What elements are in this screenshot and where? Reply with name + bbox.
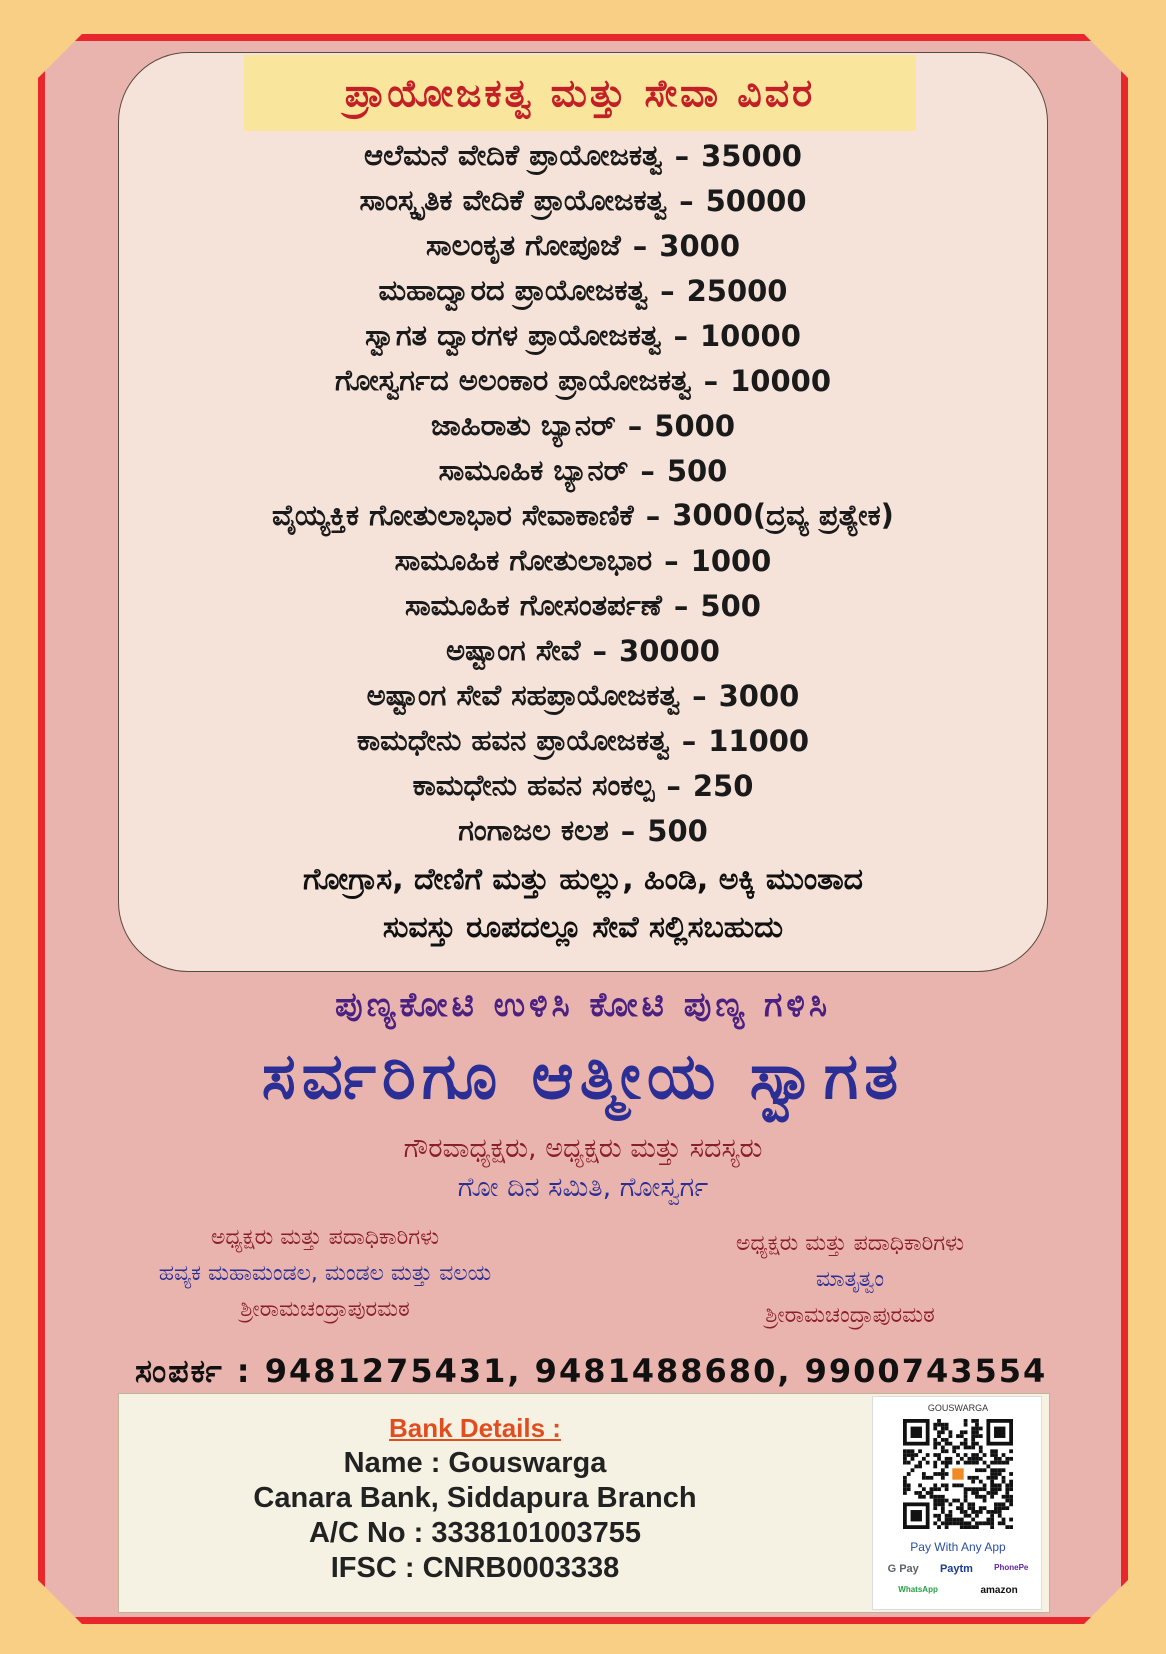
rate-item-label: ಸಾಂಸ್ಕೃತಿಕ ವೇದಿಕೆ ಪ್ರಾಯೋಜಕತ್ವ [359, 183, 668, 217]
rate-item-label: ಸಾಮೂಹಿಕ ಬ್ಯಾನರ್ [438, 453, 629, 487]
rate-item [118, 673, 1048, 718]
rate-item-label: ಗಂಗಾಜಲ ಕಲಶ [458, 813, 609, 847]
host-right-role: ಅಧ್ಯಕ್ಷರು ಮತ್ತು ಪದಾಧಿಕಾರಿಗಳು [735, 1231, 965, 1256]
rate-item [118, 628, 1048, 673]
rate-item [118, 808, 1048, 853]
rate-item [118, 763, 1048, 808]
qr-payment-card [872, 1396, 1042, 1610]
phonepe-logo: PhonePe [994, 1563, 1029, 1572]
qr-caption: Pay With Any App [910, 1540, 1006, 1554]
rate-item-amount: 5000 [654, 408, 736, 443]
rate-item-label: ಜಾಹಿರಾತು ಬ್ಯಾನರ್ [430, 408, 616, 442]
qr-brand: GOUSWARGA [927, 1403, 989, 1413]
bank-ifsc: IFSC : CNRB0003338 [330, 1552, 620, 1584]
rates-title: ಪ್ರಾಯೋಜಕತ್ವ ಮತ್ತು ಸೇವಾ ವಿವರ [244, 55, 916, 131]
host-column-left [90, 1220, 560, 1328]
paytm-logo: Paytm [939, 1563, 973, 1575]
rate-item-amount: 3000 [659, 228, 740, 263]
rate-item-label: ಕಾಮಧೇನು ಹವನ ಸಂಕಲ್ಪ [412, 768, 655, 802]
host-left-math: ಶ್ರೀರಾಮಚಂದ್ರಾಪುರಮಠ [240, 1297, 410, 1322]
rate-item-separator: – [632, 228, 648, 263]
rate-item [118, 583, 1048, 628]
rate-item [118, 403, 1048, 448]
rate-item-amount: 50000 [705, 183, 807, 218]
rate-item [118, 538, 1048, 583]
rate-item-label: ಆಲೆಮನೆ ವೇದಿಕೆ ಪ್ರಾಯೋಜಕತ್ವ [364, 138, 663, 172]
bank-account-name: Name : Gouswarga [343, 1447, 607, 1479]
qr-code-icon [903, 1419, 1013, 1529]
rate-item-separator: – [674, 138, 690, 173]
bank-account-number: A/C No : 3338101003755 [308, 1517, 642, 1549]
rate-item-amount: 250 [692, 768, 754, 803]
bank-heading: Bank Details : [389, 1413, 561, 1443]
amazon-logo: amazon [980, 1585, 1018, 1596]
host-left-role: ಅಧ್ಯಕ್ಷರು ಮತ್ತು ಪದಾಧಿಕಾರಿಗಳು [210, 1225, 440, 1250]
rate-item [118, 178, 1048, 223]
rate-item-separator: – [620, 813, 636, 848]
rate-item-amount: 1000 [690, 543, 772, 578]
rate-item-separator: – [673, 318, 688, 353]
rate-item-label: ಅಷ್ಟಾಂಗ ಸೇವೆ ಸಹಪ್ರಾಯೋಜಕತ್ವ [366, 678, 681, 712]
rate-item-amount: 10000 [699, 318, 801, 353]
rate-item-separator: – [692, 678, 707, 713]
rate-item-separator: – [640, 453, 655, 488]
rate-item-separator: – [664, 543, 679, 578]
rate-item-separator: – [681, 723, 697, 758]
rate-item-label: ಸ್ವಾಗತ ದ್ವಾರಗಳ ಪ್ರಾಯೋಜಕತ್ವ [365, 318, 662, 352]
rate-item-label: ಕಾಮಧೇನು ಹವನ ಪ್ರಾಯೋಜಕತ್ವ [356, 723, 670, 757]
rate-item-separator: – [673, 588, 689, 623]
rate-item-amount: 500 [647, 813, 708, 848]
rate-item-label: ಸಾಲಂಕೃತ ಗೋಪೂಜೆ [426, 228, 621, 262]
payment-apps-row2 [877, 1585, 1039, 1596]
rate-item-label: ಗೋಸ್ವರ್ಗದ ಅಲಂಕಾರ ಪ್ರಾಯೋಜಕತ್ವ [334, 363, 692, 397]
committee-line: ಗೋ ದಿನ ಸಮಿತಿ, ಗೋಸ್ವರ್ಗ [457, 1172, 709, 1203]
in-kind-note-line2: ಸುವಸ್ತು ರೂಪದಲ್ಲೂ ಸೇವೆ ಸಲ್ಲಿಸಬಹುದು [382, 910, 784, 945]
rate-item [118, 223, 1048, 268]
rate-item-amount: 11000 [708, 723, 810, 758]
rate-item [118, 358, 1048, 403]
rate-item-label: ಅಷ್ಟಾಂಗ ಸೇವೆ [446, 633, 581, 667]
rate-item-label: ಮಹಾದ್ವಾರದ ಪ್ರಾಯೋಜಕತ್ವ [378, 273, 649, 307]
hosts-line: ಗೌರವಾಧ್ಯಕ್ಷರು, ಅಧ್ಯಕ್ಷರು ಮತ್ತು ಸದಸ್ಯರು [403, 1133, 763, 1164]
host-right-math: ಶ್ರೀರಾಮಚಂದ್ರಾಪುರಮಠ [765, 1303, 935, 1328]
rate-item-amount: 10000 [730, 363, 832, 398]
in-kind-note-line1: ಗೋಗ್ರಾಸ, ದೇಣಿಗೆ ಮತ್ತು ಹುಲ್ಲು, ಹಿಂಡಿ, ಅಕ್ಕಿ ಮುಂತಾದ [302, 862, 864, 897]
rate-item-label: ಸಾಮೂಹಿಕ ಗೋತುಲಾಭಾರ [394, 543, 653, 577]
rate-item-amount: 35000 [701, 138, 802, 173]
rate-item-amount: 500 [700, 588, 761, 623]
rate-item-separator: – [679, 183, 694, 218]
rate-item-separator: – [592, 633, 608, 668]
tagline: ಪುಣ್ಯಕೋಟಿ ಉಳಿಸಿ ಕೋಟಿ ಪುಣ್ಯ ಗಳಿಸಿ [334, 985, 832, 1025]
rate-item-label: ಸಾಮೂಹಿಕ ಗೋಸಂತರ್ಪಣೆ [405, 588, 662, 622]
rate-item-amount: 3000 [718, 678, 800, 713]
rate-item-separator: – [660, 273, 675, 308]
rate-item [118, 268, 1048, 313]
rate-item [118, 133, 1048, 178]
rate-item-separator: – [666, 768, 681, 803]
rate-item [118, 493, 1048, 538]
rate-item-amount: 500 [666, 453, 728, 488]
gpay-logo: G Pay [887, 1563, 919, 1575]
host-column-right [680, 1226, 1020, 1334]
rate-item-label: ವೈಯ್ಯಕ್ತಿಕ ಗೋತುಲಾಭಾರ ಸೇವಾಕಾಣಿಕೆ [272, 498, 634, 532]
rate-item [118, 718, 1048, 763]
payment-apps-row1 [877, 1563, 1039, 1575]
rate-item-separator: – [703, 363, 719, 398]
contact-numbers: ಸಂಪರ್ಕ : 9481275431, 9481488680, 9900743554 [135, 1352, 1048, 1390]
welcome-heading: ಸರ್ವರಿಗೂ ಆತ್ಮೀಯ ಸ್ವಾಗತ [261, 1040, 905, 1114]
host-right-org: ಮಾತೃತ್ವಂ [815, 1267, 885, 1292]
rate-item [118, 313, 1048, 358]
host-left-org: ಹವ್ಯಕ ಮಹಾಮಂಡಲ, ಮಂಡಲ ಮತ್ತು ವಲಯ [158, 1261, 492, 1286]
rate-item-amount: 25000 [686, 273, 788, 308]
bank-branch: Canara Bank, Siddapura Branch [253, 1482, 697, 1514]
rate-item [118, 448, 1048, 493]
whatsapp-logo: WhatsApp [898, 1585, 938, 1594]
rate-list [118, 133, 1048, 853]
rate-item-separator: – [645, 498, 661, 533]
rate-item-separator: – [627, 408, 643, 443]
rate-item-amount: 30000 [619, 633, 720, 668]
rate-item-amount: 3000(ದ್ರವ್ಯ ಪ್ರತ್ಯೇಕ) [672, 498, 894, 532]
